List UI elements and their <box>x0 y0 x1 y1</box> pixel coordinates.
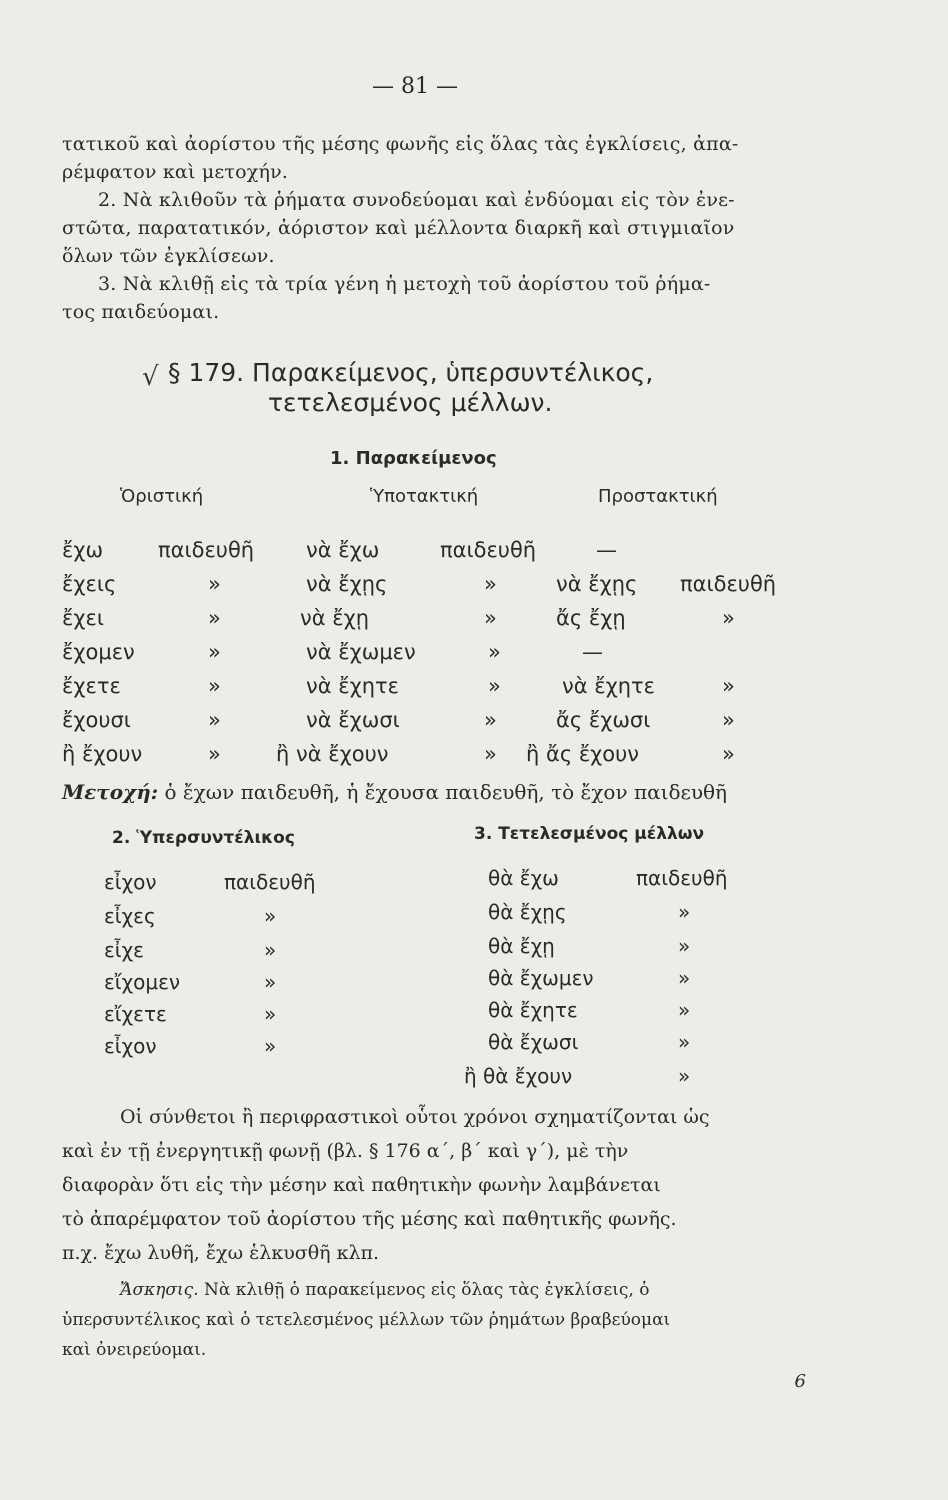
section-heading-line-2: τετελεσμένος μέλλων. <box>268 388 553 417</box>
table-cell: » <box>208 606 221 630</box>
table-cell: εἶχον <box>104 870 157 894</box>
table-cell: » <box>264 1034 277 1058</box>
table-cell: ἔχω <box>62 538 104 562</box>
participle-label: Μετοχή: <box>62 780 159 804</box>
intro-line-4: στῶτα, παρατατικόν, ἀόριστον καὶ μέλλοντα διαρκῆ καὶ στιγμιαῖον <box>62 217 735 239</box>
check-mark-icon: √ <box>142 362 159 392</box>
table-cell: » <box>678 934 691 958</box>
table-cell: νὰ ἔχητε <box>562 674 656 698</box>
table-cell: ἄς ἔχωσι <box>556 708 651 732</box>
exercise-text-1: Νὰ κλιθῇ ὁ παρακείμενος εἰς ὅλας τὰς ἐγκλίσεις, ὁ <box>204 1280 650 1300</box>
table-cell: » <box>484 572 497 596</box>
table-cell: νὰ ἔχῃς <box>306 572 388 596</box>
page-number: — 81 — <box>372 74 458 99</box>
signature-mark: 6 <box>794 1371 806 1392</box>
table-cell: θὰ ἔχω <box>488 866 559 890</box>
subsection-title-tetelesmenos: 3. Τετελεσμένος μέλλων <box>474 824 705 844</box>
table-cell: νὰ ἔχῃς <box>556 572 638 596</box>
table-cell: — <box>596 538 617 562</box>
table-cell: — <box>582 640 603 664</box>
table-cell: ἢ ἔχουν <box>62 742 143 766</box>
table-cell: νὰ ἔχωμεν <box>306 640 416 664</box>
table-cell: » <box>208 708 221 732</box>
table-cell: » <box>722 708 735 732</box>
table-cell: » <box>678 900 691 924</box>
note-line-2: καὶ ἐν τῇ ἐνεργητικῇ φωνῇ (βλ. § 176 α΄, β΄ καὶ γ΄), μὲ τὴν <box>62 1140 629 1162</box>
table-cell: » <box>264 970 277 994</box>
table-cell: » <box>208 640 221 664</box>
table-cell: εἶχον <box>104 1034 157 1058</box>
column-header-oristiki: Ὁριστική <box>120 486 204 507</box>
intro-line-5: ὅλων τῶν ἐγκλίσεων. <box>62 245 275 267</box>
table-cell: παιδευθῆ <box>680 572 777 596</box>
table-cell: ἔχουσι <box>62 708 131 732</box>
table-cell: παιδευθῆ <box>440 538 537 562</box>
note-line-3: διαφορὰν ὅτι εἰς τὴν μέσην καὶ παθητικὴν φωνὴν λαμβάνεται <box>62 1174 661 1196</box>
table-cell: εἶχε <box>104 938 144 962</box>
note-line-4: τὸ ἀπαρέμφατον τοῦ ἀορίστου τῆς μέσης καὶ παθητικῆς φωνῆς. <box>62 1208 677 1230</box>
table-cell: νὰ ἔχητε <box>306 674 400 698</box>
participle-text: ὁ ἔχων παιδευθῆ, ἡ ἔχουσα παιδευθῆ, τὸ ἔχον παιδευθῆ <box>164 780 728 804</box>
note-line-5: π.χ. ἔχω λυθῆ, ἔχω ἑλκυσθῆ κλπ. <box>62 1242 380 1264</box>
table-cell: εἶχες <box>104 904 156 928</box>
table-cell: » <box>208 674 221 698</box>
intro-line-2: ρέμφατον καὶ μετοχήν. <box>62 161 289 183</box>
section-heading: § 179. Παρακείμενος, ὑπερσυντέλικος, <box>168 358 654 387</box>
table-cell: ἢ νὰ ἔχουν <box>276 742 389 766</box>
table-cell: » <box>678 1030 691 1054</box>
table-cell: εἴχετε <box>104 1002 167 1026</box>
table-cell: ἢ θὰ ἔχουν <box>464 1064 573 1088</box>
subsection-title-hypersyntelikos: 2. Ὑπερσυντέλικος <box>112 828 295 848</box>
table-cell: νὰ ἔχῃ <box>300 606 370 630</box>
table-cell: » <box>678 1064 691 1088</box>
table-cell: » <box>484 708 497 732</box>
table-cell: » <box>264 904 277 928</box>
table-cell: ἔχετε <box>62 674 121 698</box>
table-cell: εἴχομεν <box>104 970 181 994</box>
exercise-label: Ἄσκησις. <box>120 1280 199 1300</box>
table-cell: » <box>264 1002 277 1026</box>
table-cell: » <box>208 572 221 596</box>
intro-line-1: τατικοῦ καὶ ἀορίστου τῆς μέσης φωνῆς εἰς ὅλας τὰς ἐγκλίσεις, ἀπα- <box>62 133 739 155</box>
table-cell: νὰ ἔχω <box>306 538 380 562</box>
table-cell: ἢ ἄς ἔχουν <box>526 742 640 766</box>
table-cell: » <box>722 742 735 766</box>
table-cell: » <box>484 606 497 630</box>
intro-line-6: 3. Νὰ κλιθῇ εἰς τὰ τρία γένη ἡ μετοχὴ τοῦ ἀορίστου τοῦ ῥήμα- <box>98 273 711 295</box>
note-line-1: Οἱ σύνθετοι ἢ περιφραστικοὶ οὗτοι χρόνοι σχηματίζονται ὡς <box>120 1106 710 1128</box>
subsection-title-parakeimenos: 1. Παρακείμενος <box>330 448 497 469</box>
table-cell: θὰ ἔχωσι <box>488 1030 579 1054</box>
table-cell: παιδευθῆ <box>224 870 316 894</box>
column-header-ypotaktiki: Ὑποτακτική <box>370 486 479 507</box>
participle-line <box>62 780 727 804</box>
column-header-prostaktiki: Προστακτική <box>598 486 718 507</box>
table-cell: » <box>678 998 691 1022</box>
table-cell: » <box>722 606 735 630</box>
table-cell: ἔχει <box>62 606 104 630</box>
exercise-line-2: ὑπερσυντέλικος καὶ ὁ τετελεσμένος μέλλων τῶν ῥημάτων βραβεύομαι <box>62 1310 671 1330</box>
table-cell: θὰ ἔχητε <box>488 998 578 1022</box>
table-cell: » <box>488 674 501 698</box>
table-cell: » <box>484 742 497 766</box>
table-cell: » <box>722 674 735 698</box>
table-cell: νὰ ἔχωσι <box>306 708 400 732</box>
table-cell: θὰ ἔχῃ <box>488 934 555 958</box>
table-cell: θὰ ἔχῃς <box>488 900 567 924</box>
table-cell: παιδευθῆ <box>636 866 728 890</box>
table-cell: » <box>678 966 691 990</box>
table-cell: » <box>488 640 501 664</box>
table-cell: ἔχομεν <box>62 640 135 664</box>
table-cell: ἔχεις <box>62 572 117 596</box>
table-cell: παιδευθῆ <box>158 538 255 562</box>
table-cell: » <box>264 938 277 962</box>
intro-line-3: 2. Νὰ κλιθοῦν τὰ ῥήματα συνοδεύομαι καὶ ἐνδύομαι εἰς τὸν ἐνε- <box>98 189 735 211</box>
exercise-line-3: καὶ ὀνειρεύομαι. <box>62 1340 207 1360</box>
table-cell: ἄς ἔχῃ <box>556 606 626 630</box>
exercise-line-1 <box>120 1280 650 1300</box>
table-cell: θὰ ἔχωμεν <box>488 966 594 990</box>
intro-line-7: τος παιδεύομαι. <box>62 301 220 323</box>
table-cell: » <box>208 742 221 766</box>
